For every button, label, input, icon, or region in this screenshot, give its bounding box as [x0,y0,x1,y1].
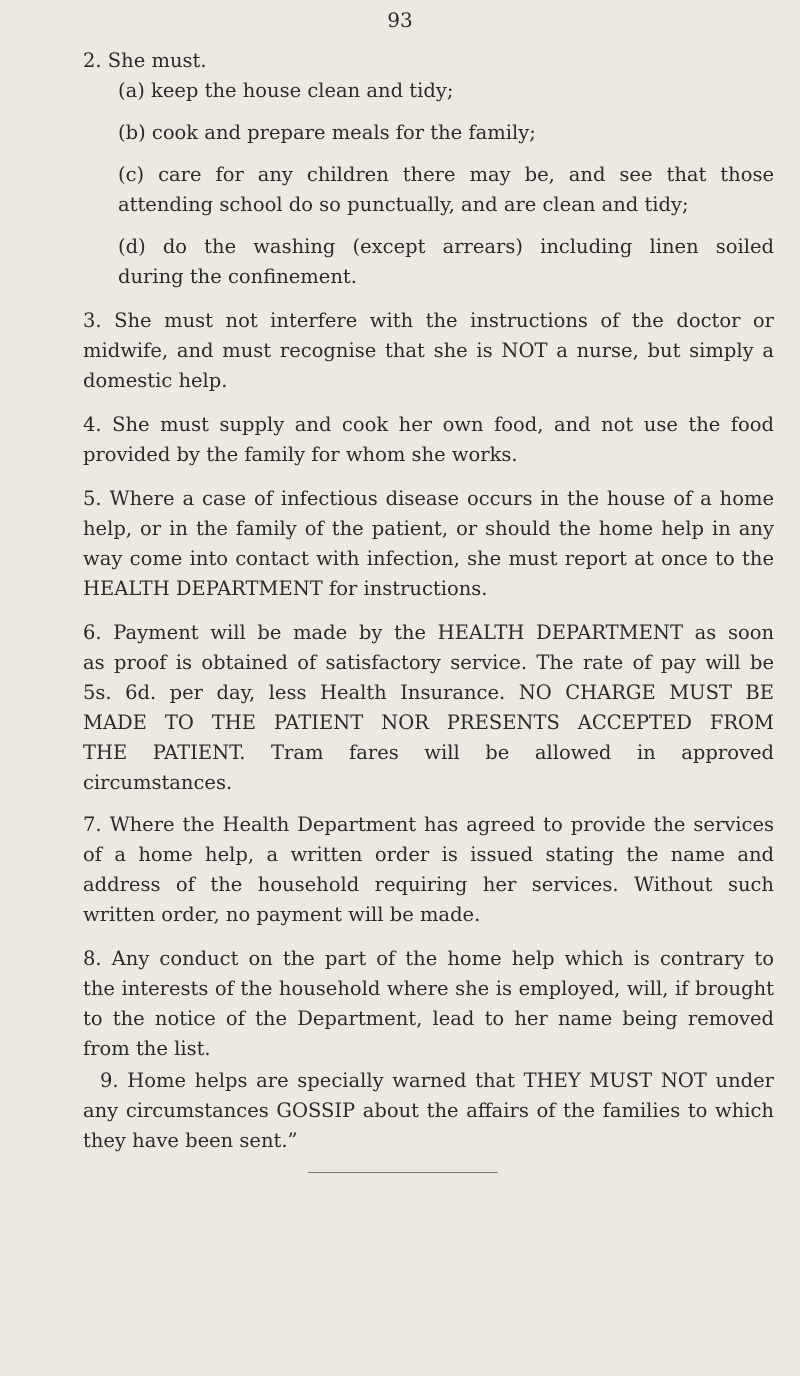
item-9-line-3: they have been sent.” [83,1129,298,1152]
page-number: 93 [387,8,413,32]
item-9-line-2: any circumstances GOSSIP about the affairs of the families to which [83,1099,774,1122]
item-2-heading: 2. She must. [83,49,207,72]
item-2a: (a) keep the house clean and tidy; [118,79,454,102]
item-3-line-3: domestic help. [83,369,228,392]
item-2d-line-2: during the confinement. [118,265,357,288]
item-6-line-4: MADE TO THE PATIENT NOR PRESENTS ACCEPTED FROM [83,711,774,734]
item-8-line-4: from the list. [83,1037,211,1060]
item-5-line-1: 5. Where a case of infectious disease occurs in the house of a home [83,487,774,510]
item-7-line-3: address of the household requiring her services. Without such [83,873,774,896]
item-5-line-2: help, or in the family of the patient, or should the home help in any [83,517,774,540]
item-2c-line-2: attending school do so punctually, and are clean and tidy; [118,193,689,216]
item-2b: (b) cook and prepare meals for the family; [118,121,536,144]
item-8-line-3: to the notice of the Department, lead to her name being removed [83,1007,774,1030]
item-7-line-4: written order, no payment will be made. [83,903,481,926]
item-3-line-1: 3. She must not interfere with the instructions of the doctor or [83,309,774,332]
item-8-line-2: the interests of the household where she is employed, will, if brought [83,977,774,1000]
item-6-line-1: 6. Payment will be made by the HEALTH DEPARTMENT as soon [83,621,774,644]
item-4-line-1: 4. She must supply and cook her own food, and not use the food [83,413,774,436]
item-6-line-6: circumstances. [83,771,233,794]
item-7-line-2: of a home help, a written order is issued stating the name and [83,843,774,866]
item-5-line-3: way come into contact with infection, she must report at once to the [83,547,774,570]
item-9-line-1: 9. Home helps are specially warned that THEY MUST NOT under [100,1069,774,1092]
item-2d-line-1: (d) do the washing (except arrears) including linen soiled [118,235,774,258]
item-8-line-1: 8. Any conduct on the part of the home help which is contrary to [83,947,774,970]
item-6-line-3: 5s. 6d. per day, less Health Insurance. NO CHARGE MUST BE [83,681,774,704]
item-7-line-1: 7. Where the Health Department has agreed to provide the services [83,813,774,836]
item-5-line-4: HEALTH DEPARTMENT for instructions. [83,577,488,600]
item-2c-line-1: (c) care for any children there may be, and see that those [118,163,774,186]
item-6-line-5: THE PATIENT. Tram fares will be allowed in approved [83,741,774,764]
item-3-line-2: midwife, and must recognise that she is NOT a nurse, but simply a [83,339,774,362]
item-6-line-2: as proof is obtained of satisfactory service. The rate of pay will be [83,651,774,674]
item-4-line-2: provided by the family for whom she works. [83,443,518,466]
